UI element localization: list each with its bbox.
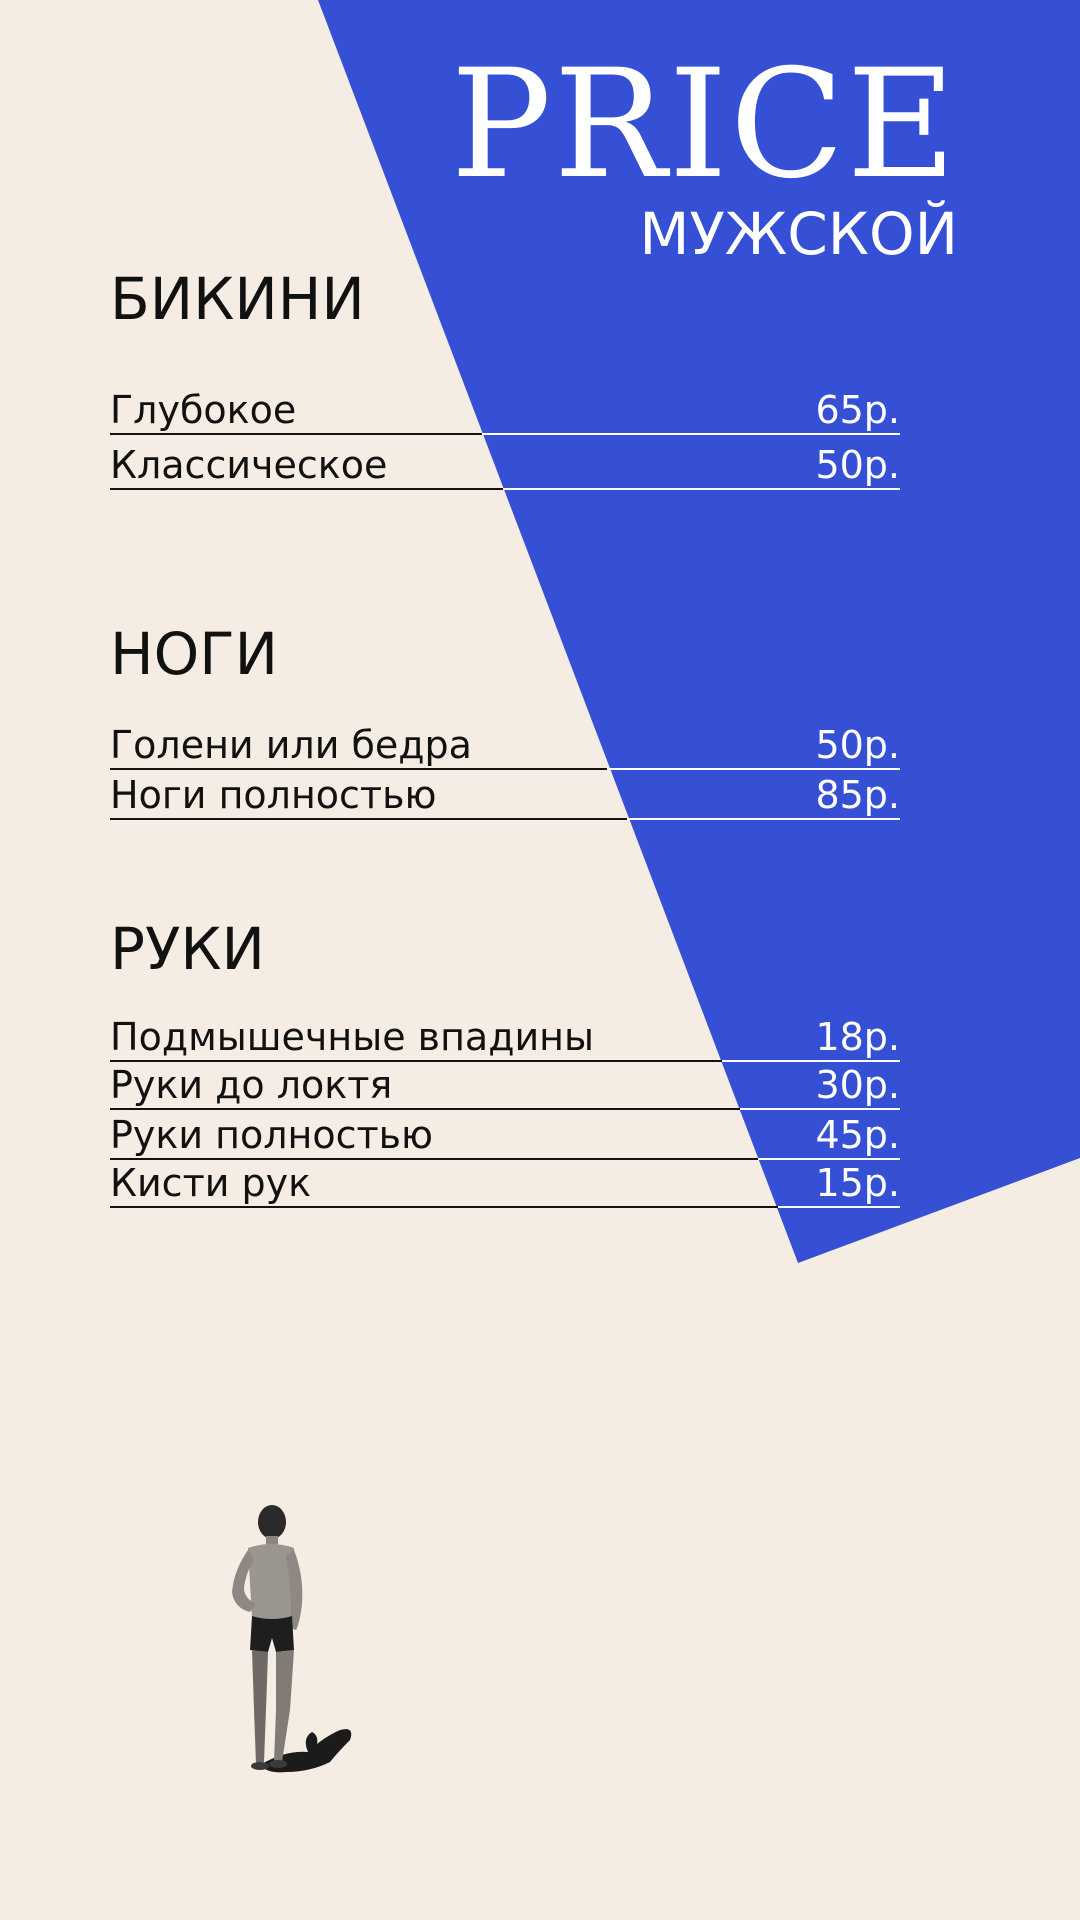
service-label: Голени или бедра bbox=[110, 723, 472, 767]
service-label: Кисти рук bbox=[110, 1161, 312, 1205]
service-label: Ноги полностью bbox=[110, 773, 437, 817]
divider-line bbox=[110, 488, 503, 490]
divider-line-light bbox=[482, 433, 900, 435]
price-row bbox=[110, 440, 900, 490]
service-price: 65р. bbox=[815, 388, 900, 432]
page-title: PRICE bbox=[450, 38, 958, 212]
service-price: 50р. bbox=[815, 723, 900, 767]
section-heading-bikini: БИКИНИ bbox=[110, 265, 365, 333]
divider-line bbox=[110, 433, 482, 435]
service-price: 50р. bbox=[815, 443, 900, 487]
service-label: Руки до локтя bbox=[110, 1063, 393, 1107]
price-row bbox=[110, 720, 900, 770]
service-price: 85р. bbox=[815, 773, 900, 817]
price-row bbox=[110, 1110, 900, 1160]
price-row bbox=[110, 770, 900, 820]
section-heading-legs: НОГИ bbox=[110, 620, 279, 688]
section-heading-arms: РУКИ bbox=[110, 915, 265, 983]
service-label: Руки полностью bbox=[110, 1113, 434, 1157]
service-label: Подмышечные впадины bbox=[110, 1015, 595, 1059]
service-price: 30р. bbox=[815, 1063, 900, 1107]
divider-line-light bbox=[627, 818, 900, 820]
divider-line-light bbox=[778, 1206, 900, 1208]
standing-man-figure bbox=[190, 1500, 390, 1790]
price-row bbox=[110, 1060, 900, 1110]
service-price: 15р. bbox=[815, 1161, 900, 1205]
service-label: Классическое bbox=[110, 443, 388, 487]
service-price: 45р. bbox=[815, 1113, 900, 1157]
price-row bbox=[110, 1158, 900, 1208]
divider-line-light bbox=[503, 488, 900, 490]
price-row bbox=[110, 1012, 900, 1062]
service-price: 18р. bbox=[815, 1015, 900, 1059]
divider-line bbox=[110, 1206, 778, 1208]
price-row bbox=[110, 385, 900, 435]
divider-line bbox=[110, 818, 627, 820]
page-subtitle: МУЖСКОЙ bbox=[639, 200, 958, 268]
service-label: Глубокое bbox=[110, 388, 297, 432]
